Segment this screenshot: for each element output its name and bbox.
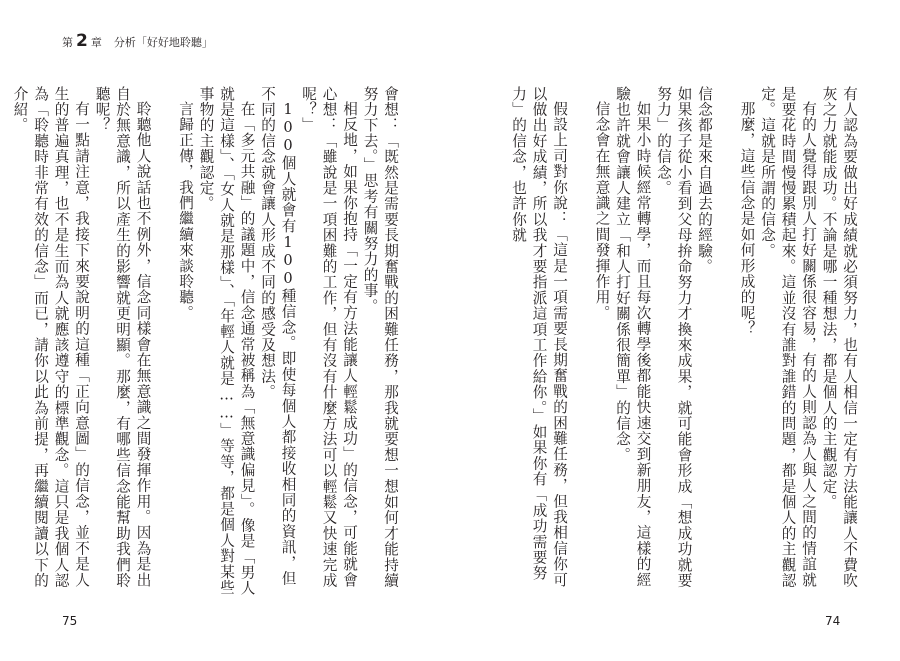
page-number-right: 74 [825, 614, 841, 628]
chapter-prefix: 第 [62, 36, 73, 49]
paragraph: 有的人覺得跟別人打好關係很容易，有的人則認為人與人之間的情誼就是要花時間慢慢累積起來。這並沒有誰對誰錯的問題，都是個人的主觀認定。這就是所謂的信念。 [759, 86, 817, 589]
paragraph: 假設上司對你說：「這是一項需要長期奮戰的困難任務，但我相信你可以做出好成績，所以我才要指派這項工作給你。」如果你有「成功需要努力」的信念，也許你就 [510, 86, 568, 588]
paragraph: 有一點請注意，我接下來要說明的這種「正向意圖」的信念，並不是人生的普遍真理，也不是生而為人就應該遵守的標準觀念。這只是我個人認為「聆聽時非常有效的信念」而已，請你以此為前提，再繼續閱讀以下的介紹。 [11, 86, 90, 589]
paragraph: 那麼，這些信念是如何形成的呢？ [738, 100, 756, 337]
paragraph: 會想：「既然是需要長期奮戰的困難任務，那我就要想一想如何才能持續努力下去。」思考有關努力的事。 [361, 86, 399, 589]
paragraph: 言歸正傳，我們繼續來談聆聽。 [177, 100, 194, 321]
chapter-suffix: 章 [90, 36, 102, 49]
paragraph: 如果孩子從小看到父母拚命努力才換來成果，就可能會形成「想成功就要努力」的信念。 [655, 86, 693, 589]
paragraph: 信念都是來自過去的經驗。 [696, 86, 713, 275]
paragraph: 聆聽他人說話也不例外，信念同樣會在無意識之間發揮作用。因為是出自於無意識，所以產生的影響就更明顯。那麼，有哪些信念能幫助我們聆聽呢？ [93, 86, 152, 589]
paragraph: 信念會在無意識之間發揮作用。 [593, 100, 611, 321]
chapter-title: 分析「好好地聆聽」 [113, 36, 213, 49]
paragraph: 相反地，如果你抱持「一定有方法能讓人輕鬆成功」的信念，可能就會心想：「雖說是一項困難的工作，但有沒有什麼方法可以輕鬆又快速完成呢？」 [300, 86, 358, 589]
running-header [62, 33, 213, 49]
paragraph: 100個人就會有100種信念。即使每個人都接收相同的資訊，但不同的信念就會讓人形成不同的感受及想法。 [259, 86, 297, 586]
right-page-text [473, 86, 859, 596]
left-page-text [11, 86, 400, 596]
paragraph: 有人認為要做出好成績就必須努力，也有人相信一定有方法能讓人不費吹灰之力就能成功。不論是哪一種想法，都是個人的主觀認定。 [820, 86, 858, 589]
paragraph: 在「多元共融」的議題中，信念通常被稱為「無意識偏見」。像是「男人就是這樣」、「女人就是那樣」、「年輕人就是……」等等，都是個人對某些事物的主觀認定。 [197, 86, 256, 596]
chapter-number: 2 [76, 31, 88, 51]
page-number-left: 75 [62, 614, 78, 628]
paragraph: 如果小時候經常轉學，而且每次轉學後都能快速交到新朋友，這樣的經驗也許就會讓人建立「和人打好關係很簡單」的信念。 [614, 86, 652, 588]
